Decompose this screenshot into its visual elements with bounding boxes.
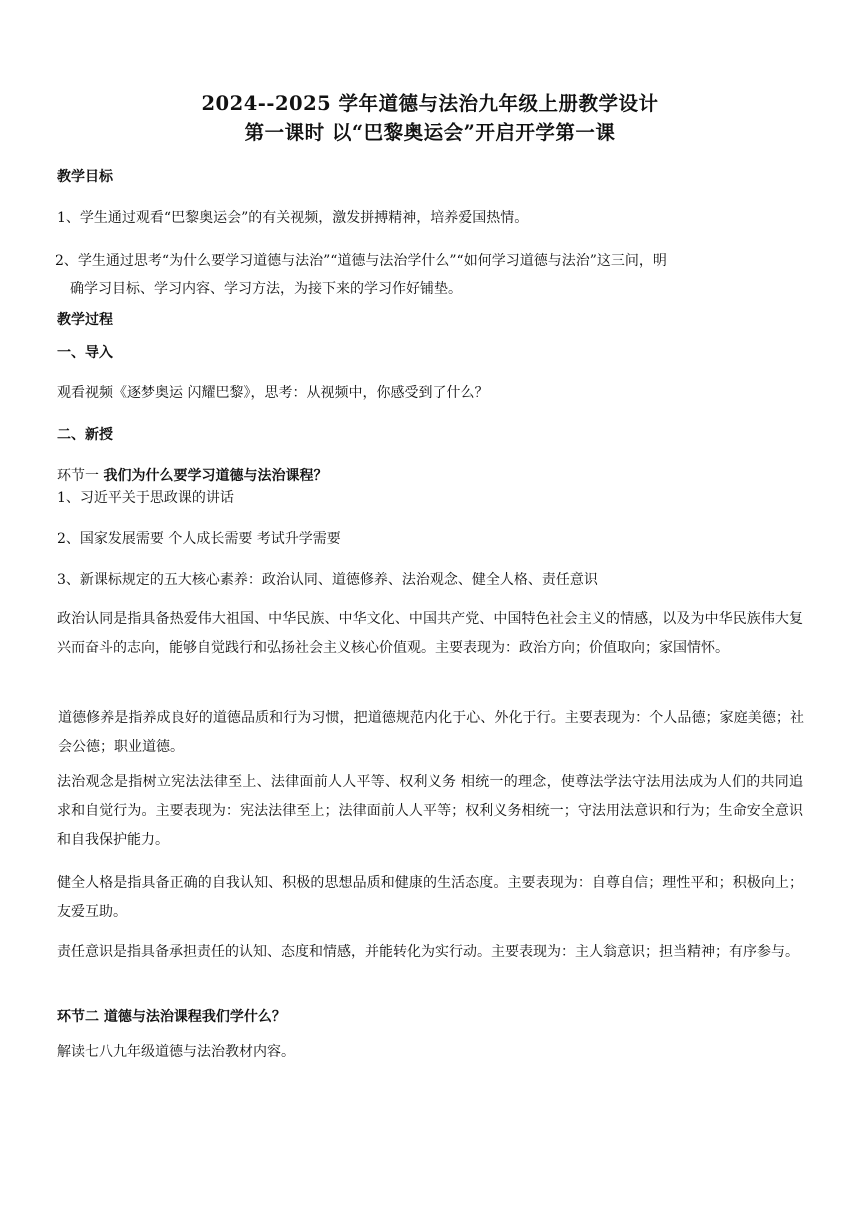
- link-2-heading: 环节二 道德与法治课程我们学什么？: [57, 1009, 286, 1025]
- intro-text: 观看视频《逐梦奥运 闪耀巴黎》，思考：从视频中，你感受到了什么？: [57, 385, 489, 401]
- goal-item-2-line-1: 2、学生通过思考“为什么要学习道德与法治”“道德与法治学什么”“如何学习道德与法治”这三问，明: [55, 253, 667, 269]
- process-heading: 教学过程: [57, 312, 113, 328]
- document-title: 2024--2025 学年道德与法治九年级上册教学设计: [201, 92, 659, 115]
- para-responsibility: 责任意识是指具备承担责任的认知、态度和情感，并能转化为实行动。主要表现为：主人翁意识；担当精神；有序参与。: [57, 944, 799, 960]
- section-new-heading: 二、新授: [57, 427, 113, 443]
- goal-item-1: 1、学生通过观看“巴黎奥运会”的有关视频，激发拼搏精神，培养爱国热情。: [57, 210, 529, 226]
- list-item-1: 1、习近平关于思政课的讲话: [57, 490, 234, 506]
- link-1-title: 我们为什么要学习道德与法治课程？: [103, 468, 328, 484]
- para-sound-personality: 健全人格是指具备正确的自我认知、积极的思想品质和健康的生活态度。主要表现为：自尊自信；理性平和；积极向上；友爱互助。: [57, 875, 803, 920]
- section-intro-heading: 一、导入: [57, 345, 113, 361]
- lesson-title: 第一课时 以“巴黎奥运会”开启开学第一课: [244, 121, 616, 144]
- para-moral-cultivation: 道德修养是指养成良好的道德品质和行为习惯，把道德规范内化于心、外化于行。主要表现为：个人品德；家庭美德；社会公德；职业道德。: [58, 710, 804, 755]
- list-item-3: 3、新课标规定的五大核心素养：政治认同、道德修养、法治观念、健全人格、责任意识: [57, 572, 598, 588]
- para-political-identity: 政治认同是指具备热爱伟大祖国、中华民族、中华文化、中国共产党、中国特色社会主义的情感，以及为中华民族伟大复兴而奋斗的志向，能够自觉践行和弘扬社会主义核心价值观。主要表现为：政治方向；价值取向；家国情怀。: [57, 611, 803, 656]
- link-2-text: 解读七八九年级道德与法治教材内容。: [57, 1044, 295, 1060]
- list-item-2: 2、国家发展需要 个人成长需要 考试升学需要: [57, 531, 341, 547]
- goals-heading: 教学目标: [57, 169, 113, 185]
- goal-item-2-line-2: 确学习目标、学习内容、学习方法，为接下来的学习作好铺垫。: [70, 281, 462, 297]
- link-1-heading: [57, 465, 327, 485]
- link-1-prefix: 环节一: [57, 468, 104, 484]
- para-rule-of-law: 法治观念是指树立宪法法律至上、法律面前人人平等、权利义务 相统一的理念，使尊法学法守法用法成为人们的共同追求和自觉行为。主要表现为：宪法法律至上；法律面前人人平等；权利义务相统一；守法用法意识和行为；生命安全意识和自我保护能力。: [57, 774, 803, 848]
